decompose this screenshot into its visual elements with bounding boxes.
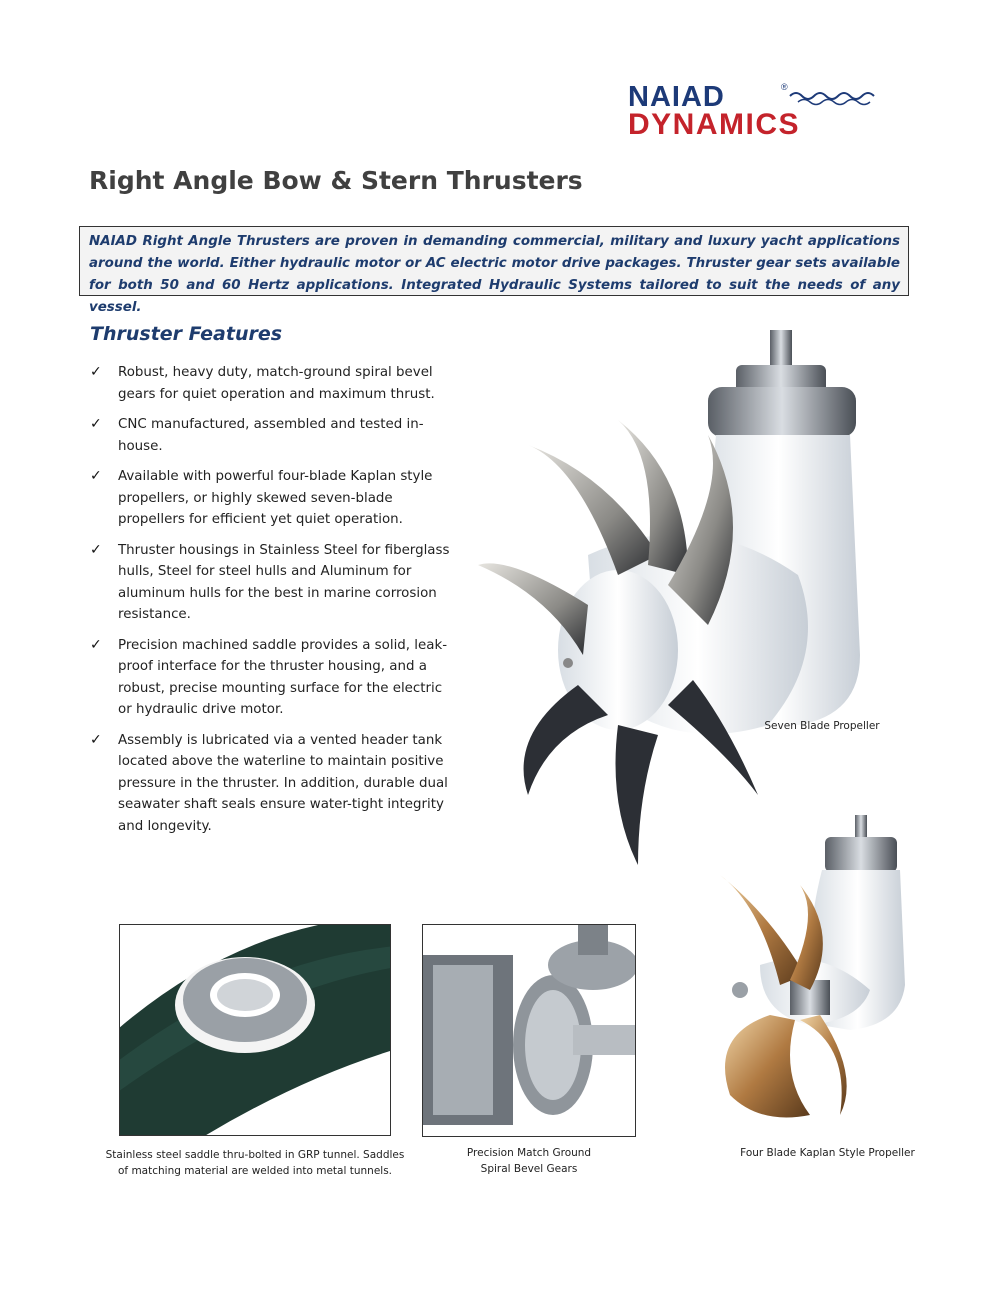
saddle-photo — [119, 924, 391, 1136]
check-icon: ✓ — [90, 416, 102, 432]
caption-four-blade: Four Blade Kaplan Style Propeller — [740, 1147, 915, 1159]
feature-text: Thruster housings in Stainless Steel for fiberglass hulls, Steel for steel hulls and Aluminum for aluminum hulls for the best in marine corrosion resistance. — [118, 542, 450, 622]
feature-text: Available with powerful four-blade Kaplan style propellers, or highly skewed seven-blade propellers for efficient yet quiet operation. — [118, 469, 433, 527]
features-list — [90, 362, 455, 846]
intro-text: NAIAD Right Angle Thrusters are proven in demanding commercial, military and luxury yacht applications around the world. Either hydraulic motor or AC electric motor drive packages. Thruster gear sets available for both 50 and 60 Hertz applications. Integrated Hydraulic Systems tailored to suit the needs of any vessel. — [89, 234, 900, 315]
check-icon: ✓ — [90, 731, 102, 748]
seven-blade-propeller-photo — [468, 325, 898, 870]
feature-item — [90, 635, 455, 721]
feature-item — [90, 414, 455, 457]
feature-text: Precision machined saddle provides a solid, leak-proof interface for the thruster housing, and a robust, precise mounting surface for the electric or hydraulic drive motor. — [118, 637, 448, 717]
feature-item — [90, 730, 455, 838]
logo-naiad: NAIAD — [628, 81, 725, 113]
feature-text: CNC manufactured, assembled and tested in-house. — [118, 417, 424, 454]
four-blade-propeller-photo — [700, 815, 930, 1135]
caption-saddle — [95, 1147, 415, 1179]
logo-waves-icon — [788, 88, 888, 108]
check-icon: ✓ — [90, 468, 102, 484]
naiad-dynamics-logo — [628, 82, 890, 142]
feature-text: Robust, heavy duty, match-ground spiral bevel gears for quiet operation and maximum thrust. — [118, 365, 435, 402]
intro-box — [79, 226, 909, 315]
features-heading: Thruster Features — [90, 323, 283, 345]
feature-text: Assembly is lubricated via a vented header tank located above the waterline to maintain positive pressure in the thruster. In addition, durable dual seawater shaft seals ensure water-tight integrity and longevity. — [118, 732, 448, 834]
caption-gears — [440, 1145, 618, 1177]
logo-dynamics: DYNAMICS — [628, 108, 801, 141]
caption-seven-blade: Seven Blade Propeller — [764, 720, 880, 732]
feature-item — [90, 362, 455, 405]
feature-item — [90, 466, 455, 531]
bevel-gears-photo — [422, 924, 636, 1137]
caption-gears-line2: Spiral Bevel Gears — [480, 1163, 578, 1175]
caption-saddle-line2: of matching material are welded into metal tunnels. — [117, 1165, 393, 1177]
check-icon: ✓ — [90, 364, 102, 380]
logo-registered-mark: ® — [781, 82, 788, 92]
check-icon: ✓ — [90, 636, 102, 653]
caption-gears-line1: Precision Match Ground — [466, 1147, 592, 1159]
feature-item — [90, 540, 455, 626]
caption-saddle-line1: Stainless steel saddle thru-bolted in GRP tunnel. Saddles — [105, 1149, 405, 1161]
page-title: Right Angle Bow & Stern Thrusters — [89, 166, 583, 195]
check-icon: ✓ — [90, 541, 102, 558]
